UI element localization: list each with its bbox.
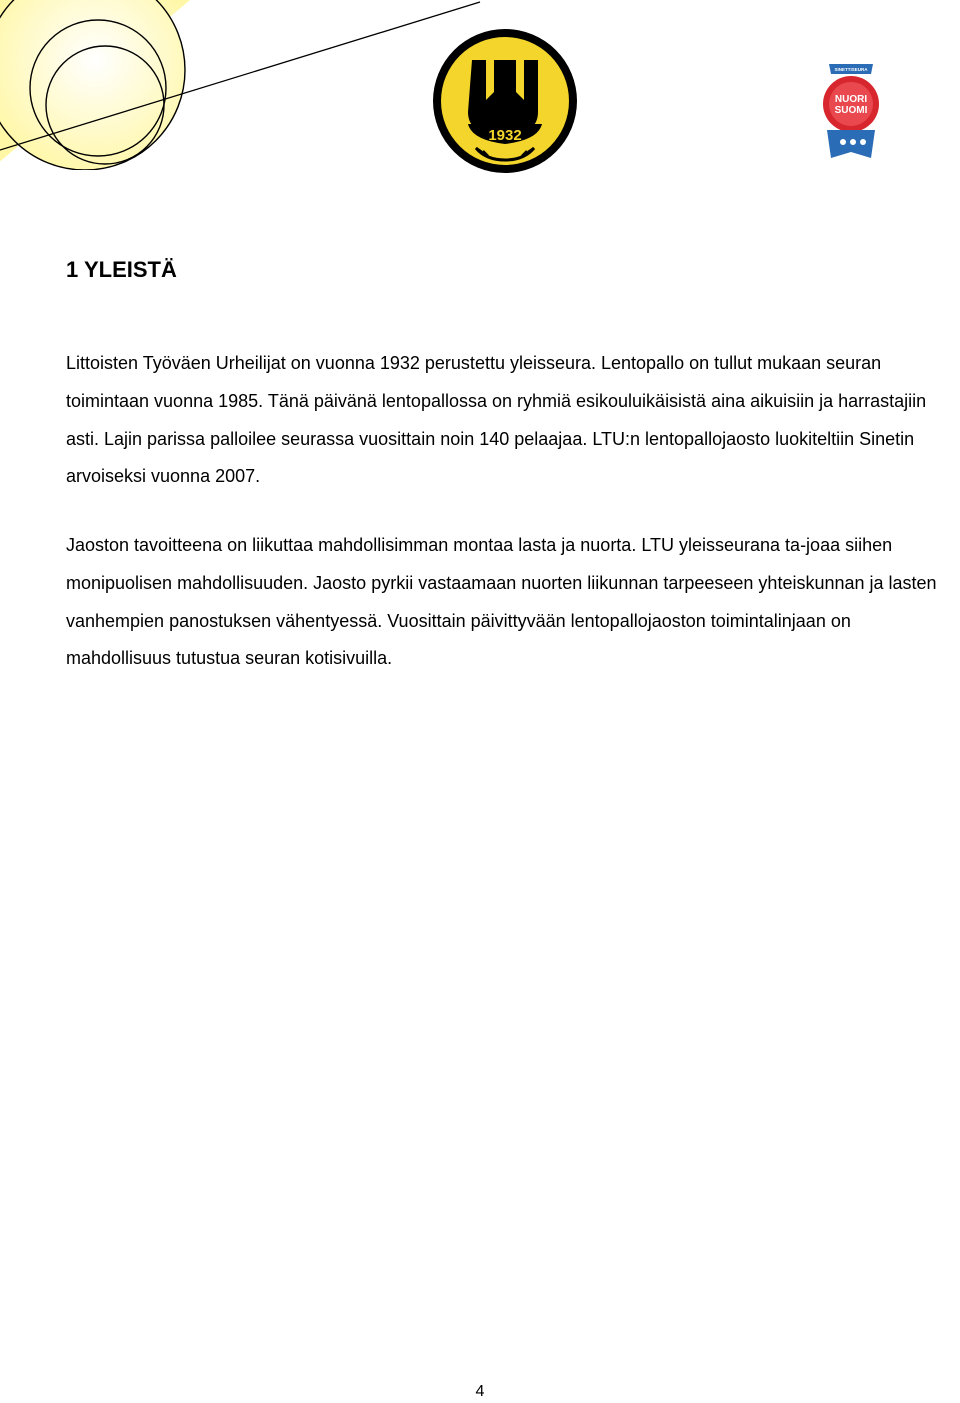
- paragraph-intro: Littoisten Työväen Urheilijat on vuonna 1932 perustettu yleisseura. Lentopallo on tullut mukaan seuran toimintaan vuonna 1985. Tänä päivänä lentopallossa on ryhmiä esikouluikäisistä aina aikuisiin ja harrastajiin asti. Lajin parissa palloilee seurassa vuosittain noin 140 pelaajaa. LTU:n lentopallojaosto luokiteltiin Sinetin arvoiseksi vuonna 2007.: [66, 353, 927, 487]
- corner-decoration: [0, 0, 490, 170]
- section-heading: 1 YLEISTÄ: [66, 257, 177, 282]
- paragraph-goals: Jaoston tavoitteena on liikuttaa mahdollisimman montaa lasta ja nuorta. LTU yleisseurana ta-joaa siihen monipuolisen mahdollisuuden. Jaosto pyrkii vastaamaan nuorten liikunnan tarpeeseen yhteiskunnan ja lasten vanhempien panostuksen vähentyessä. Vuosittain päivittyvään lentopallojaoston toimintalinjaan on mahdollisuus tutustua seuran kotisivuilla.: [66, 535, 937, 669]
- seal-text-line2: SUOMI: [834, 105, 868, 116]
- seal-text-line1: NUORI: [834, 94, 868, 105]
- seal-top-text: SINETTISEURA: [834, 67, 868, 72]
- ltu-club-logo: [432, 28, 578, 174]
- nuori-suomi-seal-logo: [821, 64, 881, 158]
- page-number: 4: [475, 1383, 485, 1400]
- deco-circle-outer: [0, 0, 185, 170]
- logo-year-text: 1932: [488, 127, 522, 144]
